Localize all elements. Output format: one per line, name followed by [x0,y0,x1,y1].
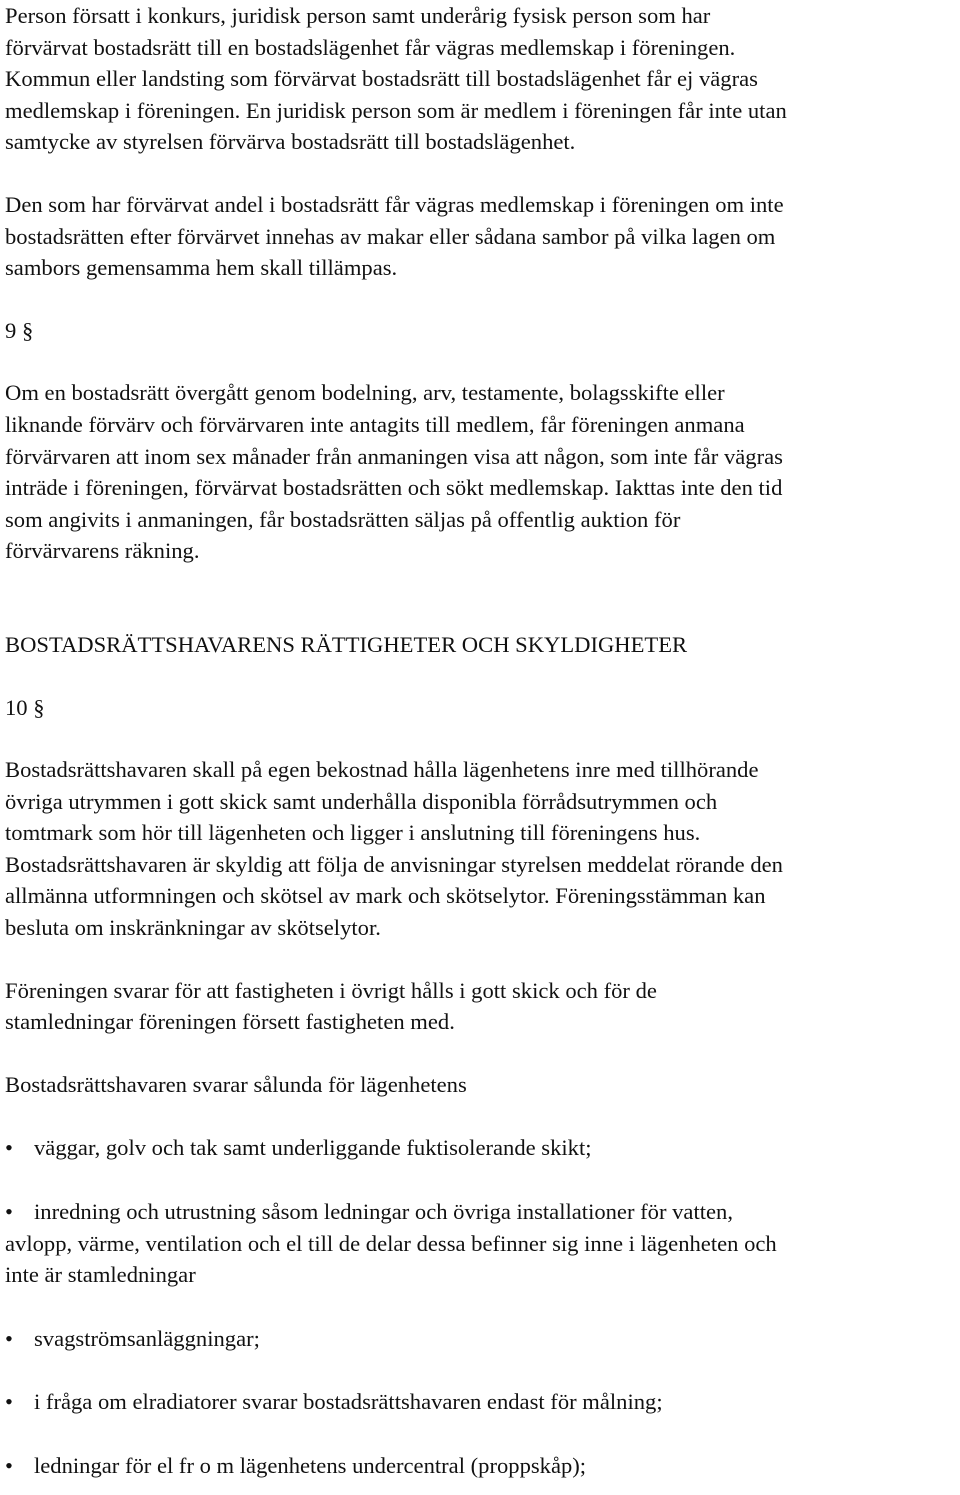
bullet-text: ledningar för el fr o m lägenhetens undercentral (proppskåp); [34,1453,587,1478]
text-line: Bostadsrättshavaren skall på egen bekostnad hålla lägenhetens inre med tillhörande [5,757,759,783]
text-line: förvärvaren att inom sex månader från anmaningen visa att någon, som inte får vägras [5,443,783,469]
section-number-10: 10 § [5,694,45,720]
bullet-text: i fråga om elradiatorer svarar bostadsrättshavaren endast för målning; [34,1389,663,1415]
paragraph-partial-ownership [5,189,957,284]
bullet-text: väggar, golv och tak samt underliggande fuktisolerande skikt; [34,1135,592,1161]
text-line: Bostadsrättshavaren är skyldig att följa de anvisningar styrelsen meddelat rörande den [5,851,783,877]
paragraph-holder-responsibility-intro: Bostadsrättshavaren svarar sålunda för lägenhetens [5,1071,467,1097]
bullet-item [5,1132,957,1164]
text-line: som angivits i anmaningen, får bostadsrätten säljas på offentlig auktion för [5,506,681,532]
bullet-item [5,1196,957,1291]
bullet-text: svagströmsanläggningar; [34,1325,260,1351]
bullet-icon: • [5,1453,13,1478]
text-line: allmänna utformningen och skötsel av mark och skötselytor. Föreningsstämman kan [5,883,766,909]
text-line: tomtmark som hör till lägenheten och ligger i anslutning till föreningens hus. [5,820,701,846]
text-line: sambors gemensamma hem skall tillämpas. [5,255,398,281]
text-line: avlopp, värme, ventilation och el till de delar dessa befinner sig inne i lägenheten och [5,1230,777,1256]
text-line: inte är stamledningar [5,1262,196,1288]
text-line: Kommun eller landsting som förvärvat bostadsrätt till bostadslägenhet får ej vägras [5,66,758,92]
text-line: Om en bostadsrätt övergått genom bodelning, arv, testamente, bolagsskifte eller [5,380,725,406]
bullet-icon: • [5,1135,13,1161]
text-line: Person försatt i konkurs, juridisk person samt underårig fysisk person som har [5,3,711,28]
section-heading: BOSTADSRÄTTSHAVARENS RÄTTIGHETER OCH SKYLDIGHETER [5,631,688,657]
bullet-item [5,1386,957,1418]
text-line: besluta om inskränkningar av skötselytor. [5,915,381,941]
text-line: samtycke av styrelsen förvärva bostadsrätt till bostadslägenhet. [5,129,576,155]
text-line: liknande förvärv och förvärvaren inte antagits till medlem, får föreningen anmana [5,411,745,437]
bullet-icon: • [5,1325,13,1351]
paragraph-membership-refusal [5,0,957,158]
text-line: förvärvarens räkning. [5,538,200,564]
paragraph-association-responsibility [5,975,957,1038]
paragraph-transfer-rules [5,377,957,567]
text-line: Föreningen svarar för att fastigheten i övrigt hålls i gott skick och för de [5,977,657,1003]
bullet-item [5,1450,957,1482]
text-line: Den som har förvärvat andel i bostadsrätt får vägras medlemskap i föreningen om inte [5,191,784,217]
text-line: stamledningar föreningen försett fastigheten med. [5,1009,455,1035]
bullet-item [5,1323,957,1355]
paragraph-maintenance-duty [5,754,957,944]
bullet-icon: • [5,1389,13,1415]
text-line: medlemskap i föreningen. En juridisk person som är medlem i föreningen får inte utan [5,97,787,123]
text-line: övriga utrymmen i gott skick samt underhålla disponibla förrådsutrymmen och [5,788,718,814]
section-number-9: 9 § [5,317,34,343]
text-line: bostadsrätten efter förvärvet innehas av makar eller sådana sambor på vilka lagen om [5,223,776,249]
text-line: förvärvat bostadsrätt till en bostadslägenhet får vägras medlemskap i föreningen. [5,34,736,60]
text-line: inträde i föreningen, förvärvat bostadsrätten och sökt medlemskap. Iakttas inte den tid [5,475,783,501]
bullet-text: inredning och utrustning såsom ledningar och övriga installationer för vatten, [34,1199,733,1225]
document-page [5,0,957,1482]
bullet-icon: • [5,1199,13,1225]
text-line [5,1196,957,1228]
